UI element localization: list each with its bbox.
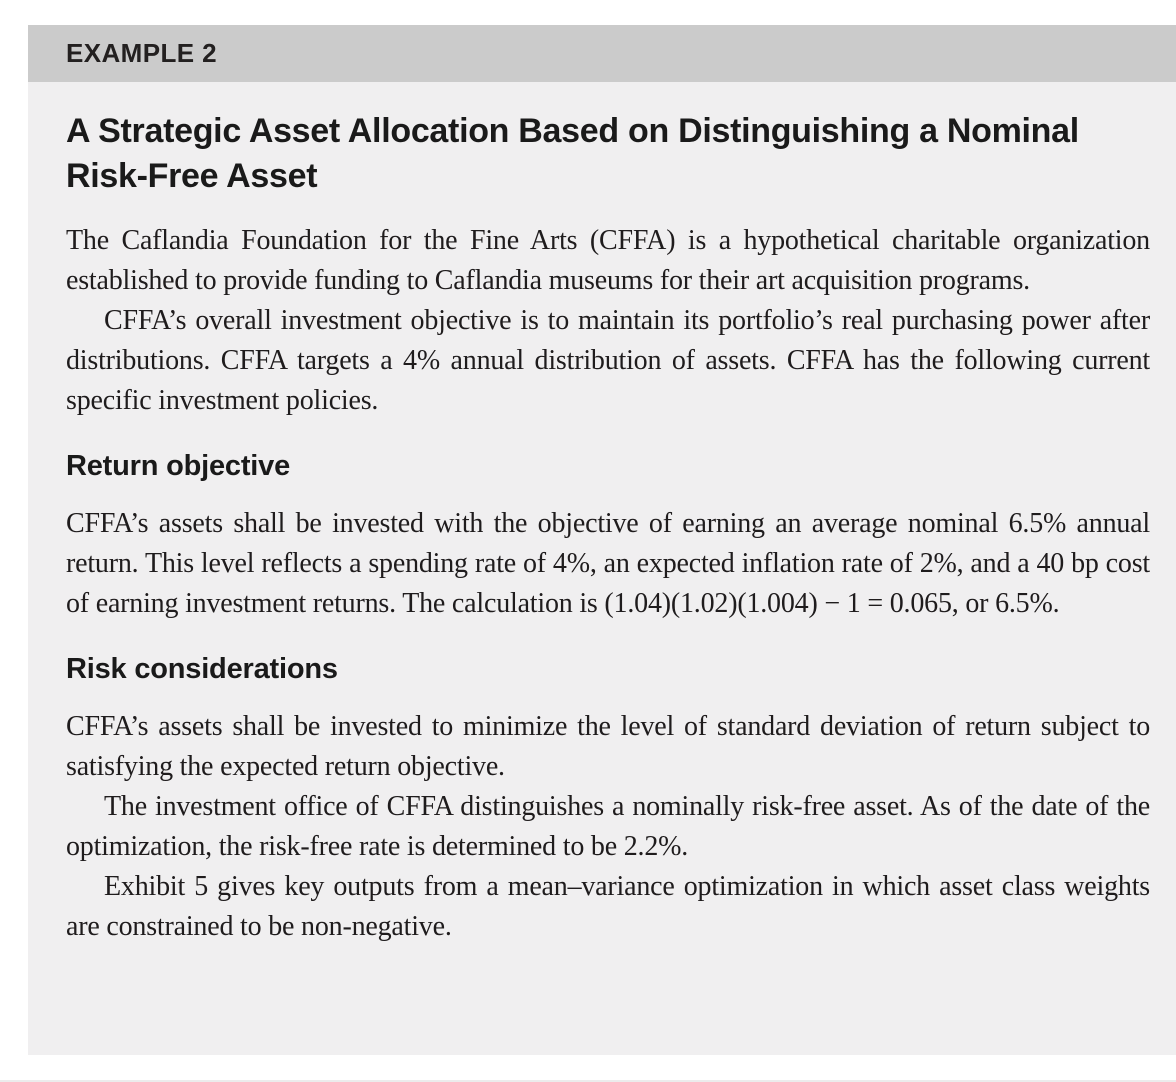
return-objective-paragraph: CFFA’s assets shall be invested with the objective of earning an average nominal 6.5% annual return. This level reflects a spending rate of 4%, an expected inflation rate of 2%, and a 40 bp cost of earning investment returns. The calculation is (1.04)(1.02)(1.004) − 1 = 0.065, or 6.5%. [66,508,1150,619]
risk-paragraph-3: Exhibit 5 gives key outputs from a mean–variance optimization in which asset class weights are constrained to be non-negative. [66,871,1150,942]
risk-paragraph-2: The investment office of CFFA distinguishes a nominally risk-free asset. As of the date of the optimization, the risk-free rate is determined to be 2.2%. [66,791,1150,862]
example-label: EXAMPLE 2 [66,38,217,68]
example-box [28,25,1176,1055]
intro-paragraph-1: The Caflandia Foundation for the Fine Arts (CFFA) is a hypothetical charitable organization established to provide funding to Caflandia museums for their art acquisition programs. [66,225,1150,296]
example-header [28,25,1176,82]
intro-paragraph-2: CFFA’s overall investment objective is to maintain its portfolio’s real purchasing power after distributions. CFFA targets a 4% annual distribution of assets. CFFA has the following current specific investment policies. [66,305,1150,416]
return-objective-heading: Return objective [66,450,291,482]
example-title: A Strategic Asset Allocation Based on Distinguishing a Nominal Risk-Free Asset [66,112,1079,195]
risk-paragraph-1: CFFA’s assets shall be invested to minimize the level of standard deviation of return subject to satisfying the expected return objective. [66,711,1150,782]
example-body [28,82,1176,1055]
risk-considerations-heading: Risk considerations [66,653,338,685]
